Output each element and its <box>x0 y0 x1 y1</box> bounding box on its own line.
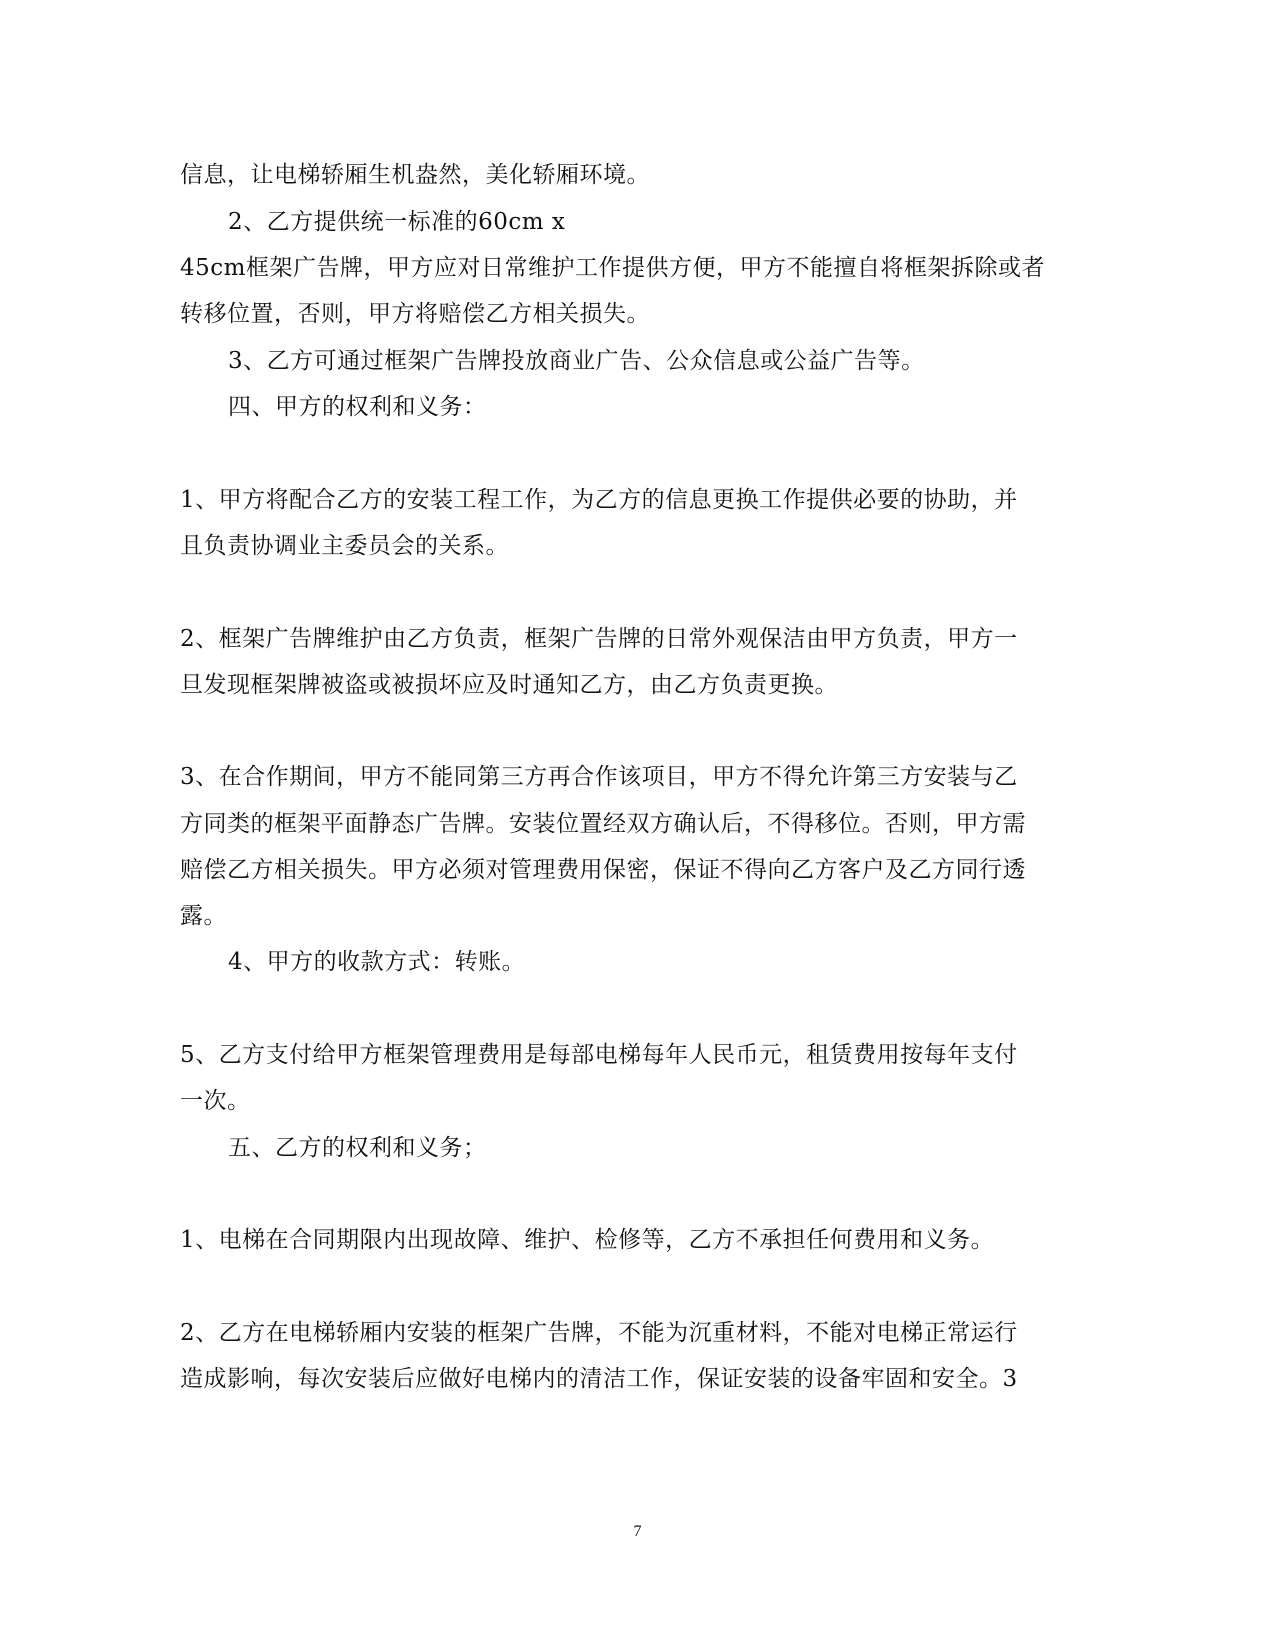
text-line: 5、乙方支付给甲方框架管理费用是每部电梯每年人民币元，租赁费用按每年支付 <box>180 1042 1018 1068</box>
text-line: 2、乙方在电梯轿厢内安装的框架广告牌，不能为沉重材料，不能对电梯正常运行 <box>180 1320 1018 1346</box>
text-line: 45cm框架广告牌，甲方应对日常维护工作提供方便，甲方不能擅自将框架拆除或者 <box>180 255 1045 281</box>
text-line: 造成影响，每次安装后应做好电梯内的清洁工作，保证安装的设备牢固和安全。3 <box>180 1366 1018 1392</box>
text-line: 旦发现框架牌被盗或被损坏应及时通知乙方，由乙方负责更换。 <box>180 672 838 698</box>
text-line: 1、电梯在合同期限内出现故障、维护、检修等，乙方不承担任何费用和义务。 <box>180 1227 995 1253</box>
text-line: 信息，让电梯轿厢生机盎然，美化轿厢环境。 <box>180 162 650 188</box>
text-line: 赔偿乙方相关损失。甲方必须对管理费用保密，保证不得向乙方客户及乙方同行透 <box>180 857 1026 883</box>
text-line: 方同类的框架平面静态广告牌。安装位置经双方确认后，不得移位。否则，甲方需 <box>180 811 1026 837</box>
text-line: 2、乙方提供统一标准的60cm x <box>228 209 566 235</box>
text-line: 露。 <box>180 903 227 929</box>
text-line: 1、甲方将配合乙方的安装工程工作，为乙方的信息更换工作提供必要的协助，并 <box>180 487 1018 513</box>
text-line: 一次。 <box>180 1088 251 1114</box>
section-heading: 四、甲方的权利和义务： <box>228 394 487 420</box>
text-line: 转移位置，否则，甲方将赔偿乙方相关损失。 <box>180 301 650 327</box>
text-line: 3、在合作期间，甲方不能同第三方再合作该项目，甲方不得允许第三方安装与乙 <box>180 764 1018 790</box>
section-heading: 五、乙方的权利和义务； <box>228 1135 487 1161</box>
text-line: 4、甲方的收款方式：转账。 <box>228 949 526 975</box>
text-line: 3、乙方可通过框架广告牌投放商业广告、公众信息或公益广告等。 <box>228 348 925 374</box>
text-line: 且负责协调业主委员会的关系。 <box>180 533 509 559</box>
page-number: 7 <box>633 1523 642 1540</box>
text-line: 2、框架广告牌维护由乙方负责，框架广告牌的日常外观保洁由甲方负责，甲方一 <box>180 626 1018 652</box>
